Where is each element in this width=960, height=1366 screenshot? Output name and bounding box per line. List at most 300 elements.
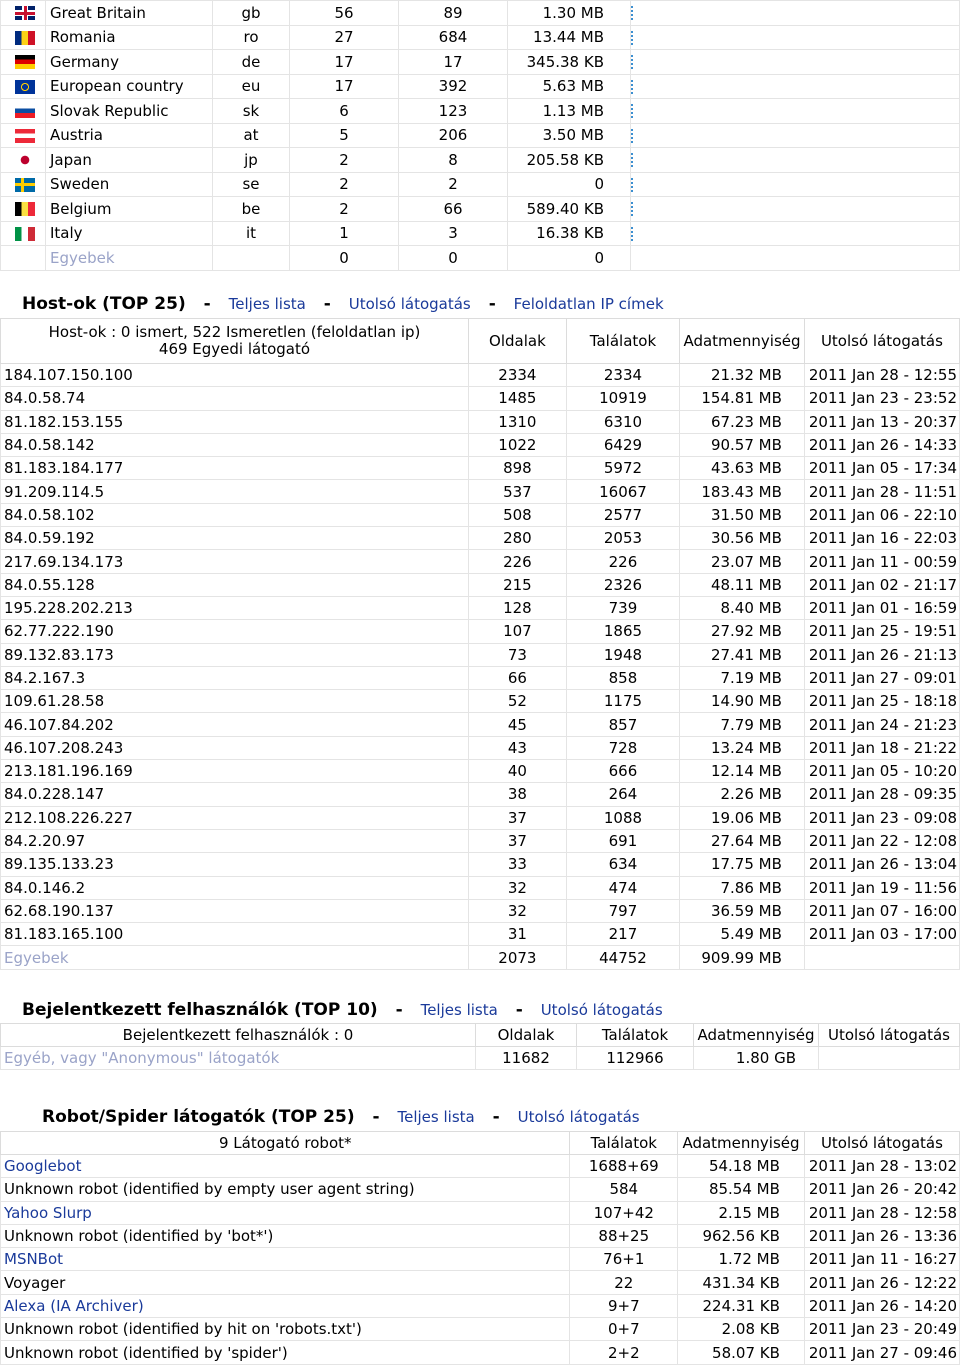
col-bandwidth: Adatmennyiség [694,1024,819,1047]
country-bandwidth: 5.63 MB [508,74,631,99]
table-row [1,713,960,736]
separator: - [203,294,211,314]
col-pages: Oldalak [468,319,566,364]
robot-last-visit: 2011 Jan 26 - 14:20 [804,1294,959,1317]
users-section-title [22,1000,663,1020]
host-ip: 81.183.165.100 [1,923,469,946]
country-pages: 6 [290,99,399,124]
table-row [1,1201,960,1224]
host-ip: 213.181.196.169 [1,760,469,783]
robot-name-cell [1,1155,570,1178]
robot-last-visit: 2011 Jan 28 - 12:58 [804,1201,959,1224]
table-row [1,148,960,173]
host-last-visit: 2011 Jan 26 - 13:04 [804,853,959,876]
host-hits: 2334 [566,364,679,387]
country-bar [631,202,636,216]
table-row [1,1341,960,1364]
robot-bandwidth: 58.07 KB [678,1341,805,1364]
country-hits: 392 [399,74,508,99]
table-row [1,387,960,410]
host-last-visit: 2011 Jan 16 - 22:03 [804,527,959,550]
host-bandwidth: 17.75 MB [680,853,805,876]
host-hits: 217 [566,923,679,946]
country-bandwidth: 13.44 MB [508,25,631,50]
host-hits: 2326 [566,573,679,596]
host-last-visit: 2011 Jan 24 - 21:23 [804,713,959,736]
col-bandwidth: Adatmennyiség [678,1132,805,1155]
host-ip: 184.107.150.100 [1,364,469,387]
robot-hits: 22 [570,1271,678,1294]
table-row [1,876,960,899]
sk-flag-icon [15,104,35,118]
host-hits: 5972 [566,457,679,480]
host-pages: 1485 [468,387,566,410]
host-ip: 81.183.184.177 [1,457,469,480]
host-last-visit [804,946,959,969]
host-pages: 215 [468,573,566,596]
host-pages: 107 [468,620,566,643]
host-hits: 10919 [566,387,679,410]
host-bandwidth: 8.40 MB [680,596,805,619]
jp-flag-icon [15,153,35,167]
host-bandwidth: 154.81 MB [680,387,805,410]
separator: - [395,1000,403,1020]
flag-cell [1,197,46,222]
country-bar [631,153,636,167]
flag-cell [1,148,46,173]
robot-name: Unknown robot (identified by hit on 'robots.txt') [4,1320,362,1339]
host-ip: 84.0.55.128 [1,573,469,596]
table-row [1,1047,960,1070]
host-hits: 797 [566,899,679,922]
host-ip: 84.0.146.2 [1,876,469,899]
host-bandwidth: 43.63 MB [680,457,805,480]
table-row [1,596,960,619]
country-pages: 27 [290,25,399,50]
hosts-unresolved-ip-link[interactable]: Feloldatlan IP címek [513,295,664,313]
robot-bandwidth: 224.31 KB [678,1294,805,1317]
host-last-visit: 2011 Jan 23 - 23:52 [804,387,959,410]
table-row [1,1178,960,1201]
host-ip: 84.0.58.74 [1,387,469,410]
host-bandwidth: 12.14 MB [680,760,805,783]
country-bar [631,104,636,118]
country-bandwidth: 345.38 KB [508,50,631,75]
table-row [1,550,960,573]
separator: - [323,294,331,314]
country-bandwidth: 1.30 MB [508,1,631,26]
separator: - [488,294,496,314]
host-pages: 33 [468,853,566,876]
table-row [1,1294,960,1317]
robots-table [0,1131,960,1365]
table-row [1,783,960,806]
host-ip: 89.132.83.173 [1,643,469,666]
country-bar-cell [631,99,960,124]
country-bar-cell [631,246,960,271]
table-row [1,457,960,480]
robot-name: Unknown robot (identified by 'bot*') [4,1227,274,1246]
host-ip: 84.0.228.147 [1,783,469,806]
host-ip: 46.107.208.243 [1,736,469,759]
host-bandwidth: 27.92 MB [680,620,805,643]
country-name: Sweden [46,172,213,197]
ro-flag-icon [15,31,35,45]
robot-last-visit: 2011 Jan 28 - 13:02 [804,1155,959,1178]
host-pages: 2334 [468,364,566,387]
table-row [1,74,960,99]
table-row [1,1248,960,1271]
anonymous-users-label: Egyéb, vagy "Anonymous" látogatók [1,1047,476,1070]
hosts-last-visit-link[interactable]: Utolsó látogatás [348,295,471,313]
host-ip: 46.107.84.202 [1,713,469,736]
robot-last-visit: 2011 Jan 26 - 13:36 [804,1224,959,1247]
robot-hits: 9+7 [570,1294,678,1317]
robot-name-link[interactable]: Yahoo Slurp [4,1203,92,1222]
hosts-title: Host-ok (TOP 25) [22,294,186,314]
table-row [1,1,960,26]
eu-flag-icon [15,80,35,94]
country-bandwidth: 0 [508,172,631,197]
host-bandwidth: 21.32 MB [680,364,805,387]
host-bandwidth: 27.41 MB [680,643,805,666]
country-name: Germany [46,50,213,75]
robot-name: Voyager [4,1273,66,1292]
host-pages: 226 [468,550,566,573]
country-bandwidth: 589.40 KB [508,197,631,222]
countries-other-label: Egyebek [46,246,213,271]
country-code: se [213,172,290,197]
table-row [1,923,960,946]
users-last-visit-link[interactable]: Utolsó látogatás [540,1001,663,1019]
host-hits: 474 [566,876,679,899]
country-hits: 0 [399,246,508,271]
host-pages: 37 [468,806,566,829]
host-ip: 84.0.58.102 [1,503,469,526]
robot-last-visit: 2011 Jan 26 - 20:42 [804,1178,959,1201]
table-row [1,410,960,433]
flag-cell [1,123,46,148]
country-name: Slovak Republic [46,99,213,124]
host-pages: 52 [468,690,566,713]
host-pages: 37 [468,829,566,852]
table-row [1,480,960,503]
host-bandwidth: 2.26 MB [680,783,805,806]
host-bandwidth: 90.57 MB [680,433,805,456]
robot-name: Unknown robot (identified by 'spider') [4,1343,288,1362]
host-pages: 508 [468,503,566,526]
robot-bandwidth: 54.18 MB [678,1155,805,1178]
country-pages: 0 [290,246,399,271]
robot-bandwidth: 431.34 KB [678,1271,805,1294]
col-hits: Találatok [570,1132,678,1155]
country-hits: 8 [399,148,508,173]
host-bandwidth: 5.49 MB [680,923,805,946]
host-hits: 1088 [566,806,679,829]
robot-name-link[interactable]: Alexa (IA Archiver) [4,1296,144,1315]
flag-cell [1,1,46,26]
robot-name-link[interactable]: Googlebot [4,1157,82,1176]
host-ip: 91.209.114.5 [1,480,469,503]
host-hits: 739 [566,596,679,619]
country-code: gb [213,1,290,26]
robot-last-visit: 2011 Jan 11 - 16:27 [804,1248,959,1271]
host-hits: 2577 [566,503,679,526]
country-bar [631,227,636,241]
table-row [1,1271,960,1294]
robot-name-cell [1,1178,570,1201]
hosts-table [0,318,960,970]
host-pages: 66 [468,666,566,689]
country-bandwidth: 1.13 MB [508,99,631,124]
table-row [1,527,960,550]
table-row [1,1224,960,1247]
country-name: Japan [46,148,213,173]
host-hits: 44752 [566,946,679,969]
host-bandwidth: 7.19 MB [680,666,805,689]
host-bandwidth: 36.59 MB [680,899,805,922]
host-pages: 73 [468,643,566,666]
host-bandwidth: 30.56 MB [680,527,805,550]
host-last-visit: 2011 Jan 26 - 14:33 [804,433,959,456]
host-pages: 38 [468,783,566,806]
table-row [1,1318,960,1341]
country-code: eu [213,74,290,99]
table-row [1,853,960,876]
host-pages: 40 [468,760,566,783]
hosts-header-line2: 469 Egyedi látogató [158,340,311,358]
country-pages: 2 [290,197,399,222]
host-last-visit: 2011 Jan 25 - 19:51 [804,620,959,643]
flag-cell [1,50,46,75]
hosts-full-list-link[interactable]: Teljes lista [228,295,306,313]
country-pages: 1 [290,221,399,246]
host-ip: 195.228.202.213 [1,596,469,619]
country-pages: 2 [290,148,399,173]
table-row [1,172,960,197]
table-row [1,760,960,783]
country-bar-cell [631,123,960,148]
country-name: Austria [46,123,213,148]
robots-section-title [42,1107,640,1127]
col-last-visit: Utolsó látogatás [804,319,959,364]
robot-bandwidth: 85.54 MB [678,1178,805,1201]
flag-cell [1,246,46,271]
host-pages: 898 [468,457,566,480]
host-hits: 634 [566,853,679,876]
country-bar [631,6,636,20]
col-last-visit: Utolsó látogatás [819,1024,960,1047]
host-bandwidth: 14.90 MB [680,690,805,713]
robot-name-cell [1,1224,570,1247]
country-name: Great Britain [46,1,213,26]
country-pages: 2 [290,172,399,197]
host-hits: 226 [566,550,679,573]
countries-table [0,0,960,271]
host-hits: 2053 [566,527,679,550]
country-hits: 66 [399,197,508,222]
robot-last-visit: 2011 Jan 23 - 20:49 [804,1318,959,1341]
host-last-visit: 2011 Jan 06 - 22:10 [804,503,959,526]
robot-hits: 0+7 [570,1318,678,1341]
country-code: jp [213,148,290,173]
host-last-visit: 2011 Jan 28 - 09:35 [804,783,959,806]
host-last-visit: 2011 Jan 01 - 16:59 [804,596,959,619]
anonymous-bandwidth: 1.80 GB [694,1047,819,1070]
table-row [1,25,960,50]
host-last-visit: 2011 Jan 05 - 10:20 [804,760,959,783]
host-pages: 280 [468,527,566,550]
robots-last-visit-link[interactable]: Utolsó látogatás [517,1108,640,1126]
host-last-visit: 2011 Jan 07 - 16:00 [804,899,959,922]
country-name: Italy [46,221,213,246]
country-bar-cell [631,148,960,173]
host-bandwidth: 27.64 MB [680,829,805,852]
country-bar [631,129,636,143]
host-hits: 857 [566,713,679,736]
country-bar-cell [631,172,960,197]
country-hits: 2 [399,172,508,197]
robot-hits: 76+1 [570,1248,678,1271]
host-last-visit: 2011 Jan 18 - 21:22 [804,736,959,759]
country-code: it [213,221,290,246]
table-row [1,899,960,922]
robot-bandwidth: 2.08 KB [678,1318,805,1341]
host-last-visit: 2011 Jan 25 - 18:18 [804,690,959,713]
host-pages: 45 [468,713,566,736]
country-bar-cell [631,50,960,75]
host-ip: 217.69.134.173 [1,550,469,573]
country-hits: 123 [399,99,508,124]
robot-hits: 107+42 [570,1201,678,1224]
host-ip: 81.182.153.155 [1,410,469,433]
country-name: European country [46,74,213,99]
country-bar [631,55,636,69]
host-pages: 537 [468,480,566,503]
robot-bandwidth: 2.15 MB [678,1201,805,1224]
anonymous-last-visit [819,1047,960,1070]
table-row [1,620,960,643]
host-hits: 666 [566,760,679,783]
country-hits: 17 [399,50,508,75]
robot-hits: 88+25 [570,1224,678,1247]
host-ip: 84.0.58.142 [1,433,469,456]
be-flag-icon [15,202,35,216]
host-ip: 62.77.222.190 [1,620,469,643]
host-hits: 1948 [566,643,679,666]
host-last-visit: 2011 Jan 28 - 11:51 [804,480,959,503]
host-pages: 2073 [468,946,566,969]
robot-name-cell [1,1248,570,1271]
host-ip: 89.135.133.23 [1,853,469,876]
country-bandwidth: 16.38 KB [508,221,631,246]
country-pages: 56 [290,1,399,26]
robot-last-visit: 2011 Jan 26 - 12:22 [804,1271,959,1294]
hosts-section-title [22,294,664,314]
separator: - [372,1107,380,1127]
country-bandwidth: 205.58 KB [508,148,631,173]
host-bandwidth: 7.86 MB [680,876,805,899]
se-flag-icon [15,178,35,192]
table-row [1,364,960,387]
robot-name-link[interactable]: MSNBot [4,1250,64,1269]
users-full-list-link[interactable]: Teljes lista [420,1001,498,1019]
host-bandwidth: 48.11 MB [680,573,805,596]
host-last-visit: 2011 Jan 05 - 17:34 [804,457,959,480]
host-hits: 1865 [566,620,679,643]
table-row [1,1155,960,1178]
table-row [1,123,960,148]
table-row [1,690,960,713]
country-hits: 89 [399,1,508,26]
host-hits: 264 [566,783,679,806]
country-code: ro [213,25,290,50]
host-ip: 212.108.226.227 [1,806,469,829]
hosts-other-label: Egyebek [1,946,469,969]
robots-full-list-link[interactable]: Teljes lista [397,1108,475,1126]
table-row [1,246,960,271]
table-row [1,50,960,75]
robot-hits: 584 [570,1178,678,1201]
hosts-header-summary [1,319,469,364]
country-name: Romania [46,25,213,50]
col-bandwidth: Adatmennyiség [680,319,805,364]
flag-cell [1,172,46,197]
host-bandwidth: 19.06 MB [680,806,805,829]
at-flag-icon [15,129,35,143]
host-hits: 16067 [566,480,679,503]
separator: - [492,1107,500,1127]
host-last-visit: 2011 Jan 23 - 09:08 [804,806,959,829]
host-ip: 62.68.190.137 [1,899,469,922]
host-hits: 6429 [566,433,679,456]
users-header-summary: Bejelentkezett felhasználók : 0 [1,1024,476,1047]
table-row [1,433,960,456]
flag-cell [1,25,46,50]
country-bar [631,31,636,45]
hosts-header-line1: Host-ok : 0 ismert, 522 Ismeretlen (feloldatlan ip) [48,323,421,341]
col-hits: Találatok [566,319,679,364]
country-hits: 3 [399,221,508,246]
country-name: Belgium [46,197,213,222]
country-code: be [213,197,290,222]
host-last-visit: 2011 Jan 22 - 12:08 [804,829,959,852]
country-pages: 5 [290,123,399,148]
robot-bandwidth: 1.72 MB [678,1248,805,1271]
host-ip: 84.2.20.97 [1,829,469,852]
host-ip: 109.61.28.58 [1,690,469,713]
host-pages: 43 [468,736,566,759]
host-ip: 84.2.167.3 [1,666,469,689]
de-flag-icon [15,55,35,69]
country-code [213,246,290,271]
country-bar [631,178,636,192]
country-hits: 684 [399,25,508,50]
robot-hits: 1688+69 [570,1155,678,1178]
host-last-visit: 2011 Jan 13 - 20:37 [804,410,959,433]
robot-bandwidth: 962.56 KB [678,1224,805,1247]
host-hits: 858 [566,666,679,689]
host-bandwidth: 31.50 MB [680,503,805,526]
host-pages: 1310 [468,410,566,433]
host-last-visit: 2011 Jan 02 - 21:17 [804,573,959,596]
host-last-visit: 2011 Jan 11 - 00:59 [804,550,959,573]
country-bar-cell [631,197,960,222]
robot-name-cell [1,1341,570,1364]
table-row [1,806,960,829]
table-row [1,197,960,222]
country-code: de [213,50,290,75]
